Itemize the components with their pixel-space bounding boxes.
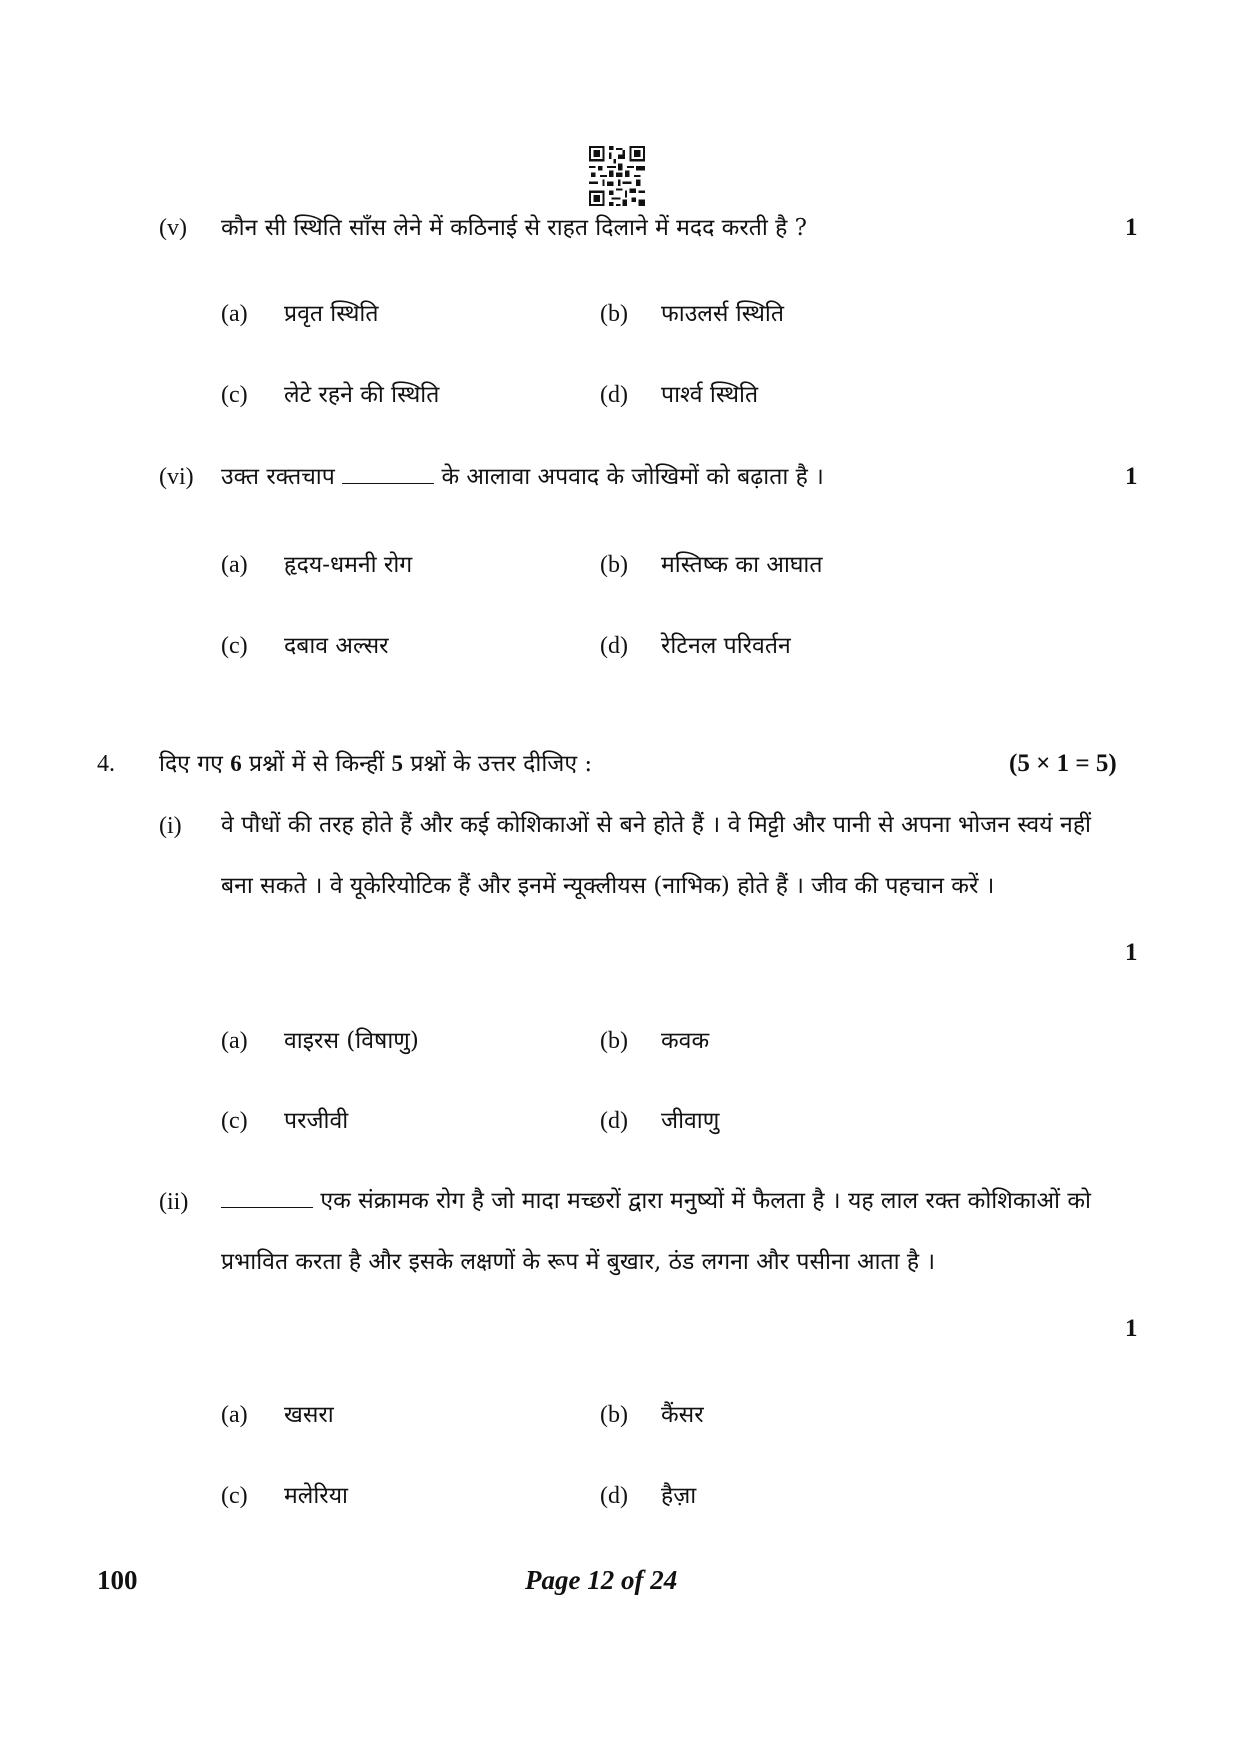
option-text: प्रवृत स्थिति [284, 301, 379, 327]
option-label: (a) [221, 1402, 248, 1428]
option-text: वाइरस (विषाणु) [284, 1028, 419, 1054]
option-text: परजीवी [284, 1108, 349, 1134]
paper-code: 100 [97, 1565, 138, 1595]
option-label: (b) [600, 552, 628, 578]
option-label: (c) [221, 382, 248, 408]
option-label: (d) [600, 1108, 628, 1134]
question-number: (i) [159, 813, 182, 839]
option-label: (c) [221, 633, 248, 659]
question-text-before: उक्त रक्तचाप [221, 464, 335, 490]
question-text-after: के आलावा अपवाद के जोखिमों को बढ़ाता है । [441, 464, 824, 490]
question-number: (v) [159, 215, 187, 241]
option-text: खसरा [284, 1402, 334, 1428]
question-marks: 1 [1125, 214, 1138, 241]
qr-code [589, 145, 645, 207]
option-label: (a) [221, 1028, 248, 1054]
instruction-part: प्रश्नों में से किन्हीं [249, 751, 385, 777]
option-label: (c) [221, 1483, 248, 1509]
option-text: रेटिनल परिवर्तन [661, 633, 791, 659]
option-label: (b) [600, 1028, 628, 1054]
fill-in-blank [342, 463, 434, 484]
option-text: पार्श्व स्थिति [661, 382, 759, 408]
option-text: दबाव अल्सर [284, 633, 389, 659]
option-text: मलेरिया [284, 1483, 349, 1509]
section-marks: (5 × 1 = 5) [1009, 750, 1117, 777]
option-text: हैज़ा [661, 1483, 697, 1509]
option-label: (b) [600, 301, 628, 327]
option-text: कवक [661, 1028, 710, 1054]
instruction-part: प्रश्नों के उत्तर दीजिए : [410, 751, 593, 777]
instruction-part: दिए गए [159, 751, 223, 777]
question-text: कौन सी स्थिति साँस लेने में कठिनाई से राहत दिलाने में मदद करती है ? [221, 215, 807, 241]
question-text [221, 461, 824, 493]
section-instruction [159, 748, 592, 780]
question-marks: 1 [1125, 939, 1138, 966]
question-text: वे पौधों की तरह होते हैं और कई कोशिकाओं से बने होते हैं । वे मिट्टी और पानी से अपना भोजन स्वयं नहीं बना सकते । वे यूकेरियोटिक हैं और इनमें न्यूक्लीयस (नाभिक) होते हैं । जीव की पहचान करें । [221, 812, 1091, 899]
option-label: (a) [221, 301, 248, 327]
question-marks: 1 [1125, 463, 1138, 490]
option-text: लेटे रहने की स्थिति [284, 382, 440, 408]
option-label: (b) [600, 1402, 628, 1428]
fill-in-blank [221, 1187, 313, 1208]
option-label: (a) [221, 552, 248, 578]
question-text-body: एक संक्रामक रोग है जो मादा मच्छरों द्वारा मनुष्यों में फैलता है । यह लाल रक्त कोशिकाओं को प्रभावित करता है और इसके लक्षणों के रूप में बुखार, ठंड लगना और पसीना आता है । [221, 1188, 1092, 1275]
question-marks: 1 [1125, 1315, 1138, 1342]
option-label: (d) [600, 633, 628, 659]
option-text: कैंसर [661, 1402, 704, 1428]
option-label: (d) [600, 1483, 628, 1509]
option-text: जीवाणु [661, 1108, 720, 1134]
option-text: फाउलर्स स्थिति [661, 301, 784, 327]
option-text: हृदय-धमनी रोग [284, 552, 413, 578]
instruction-count: 5 [391, 751, 404, 776]
page-number: Page 12 of 24 [525, 1565, 678, 1595]
question-number: (vi) [159, 464, 194, 490]
option-label: (c) [221, 1108, 248, 1134]
question-text [221, 1171, 1091, 1293]
question-number: 4. [97, 751, 115, 777]
instruction-count: 6 [230, 751, 242, 776]
option-text: मस्तिष्क का आघात [661, 552, 823, 578]
option-label: (d) [600, 382, 628, 408]
question-number: (ii) [159, 1189, 189, 1215]
